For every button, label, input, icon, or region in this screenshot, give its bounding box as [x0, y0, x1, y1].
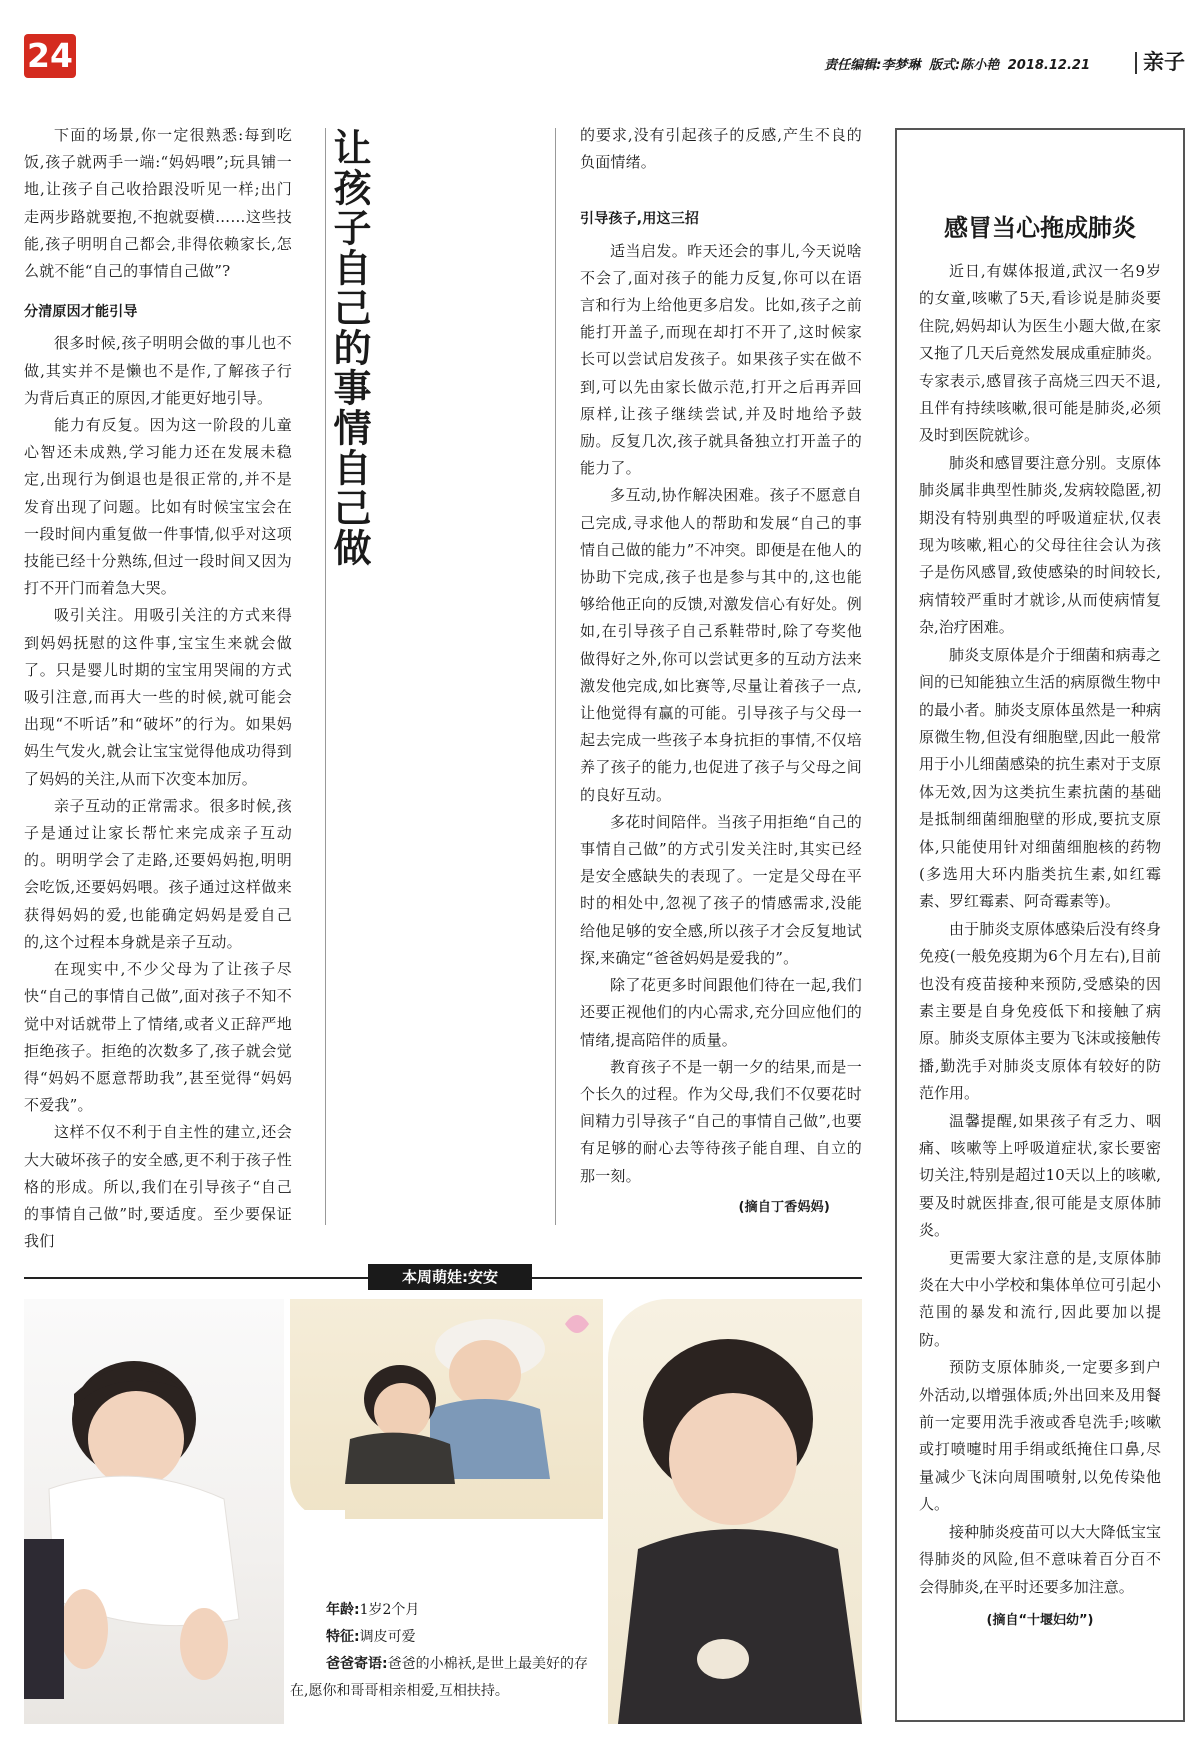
- age-line: [326, 1597, 606, 1624]
- article-paragraph: 这样不仅不利于自主性的建立,还会大大破坏孩子的安全感,更不利于孩子性格的形成。所以,我们在引导孩子“自己的事情自己做”时,要适度。至少要保证我们: [24, 1123, 292, 1251]
- article-paragraph: 很多时候,孩子明明会做的事儿也不做,其实并不是懒也不是作,了解孩子行为背后真正的原因,才能更好地引导。: [24, 334, 292, 407]
- sidebar-body: [919, 258, 1161, 1634]
- article-paragraph: 亲子互动的正常需求。很多时候,孩子是通过让家长帮忙来完成亲子互动的。明明学会了走路,还要妈妈抱,明明会吃饭,还要妈妈喂。孩子通过这样做来获得妈妈的爱,也能确定妈妈是爱自己的,这个过程本身就是亲子互动。: [24, 796, 292, 951]
- subheading-causes: 分清原因才能引导: [24, 304, 138, 321]
- article-column-2: [580, 122, 862, 1221]
- sidebar-paragraph: 由于肺炎支原体感染后没有终身免疫(一般免疫期为6个月左右),目前也没有疫苗接种来预防,受感染的因素主要是自身免疫低下和接触了病原。肺炎支原体主要为飞沫或接触传播,勤洗手对肺炎支原体有较好的防范作用。: [919, 919, 1161, 1103]
- article-paragraph: 多互动,协作解决困难。孩子不愿意自己完成,寻求他人的帮助和发展“自己的事情自己做的能力”不冲突。即便是在他人的协助下完成,孩子也是参与其中的,这也能够给他正向的反馈,对激发信心有好处。例如,在引导孩子自己系鞋带时,除了夸奖他做得好之外,你可以尝试更多的互动方法来激发他完成,如比赛等,尽量让着孩子一点,让他觉得有赢的可能。引导孩子与父母一起去完成一些孩子本身抗拒的事情,不仅培养了孩子的能力,也促进了孩子与父母之间的良好互动。: [580, 486, 862, 804]
- trait-line: [326, 1624, 606, 1651]
- message-label: 爸爸寄语:: [326, 1656, 388, 1672]
- header-separator: [1135, 52, 1137, 74]
- article-intro: 下面的场景,你一定很熟悉:每到吃饭,孩子就两手一端:“妈妈喂”;玩具铺一地,让孩子自己收拾跟没听见一样;出门走两步路就要抱,不抱就耍横……这些技能,孩子明明自己都会,非得依赖家长,怎么就不能“自己的事情自己做”?: [24, 126, 292, 281]
- article-paragraph: 教育孩子不是一朝一夕的结果,而是一个长久的过程。作为父母,我们不仅要花时间精力引导孩子“自己的事情自己做”,也要有足够的耐心去等待孩子能自理、自立的那一刻。: [580, 1057, 862, 1185]
- sidebar-paragraph: 肺炎和感冒要注意分别。支原体肺炎属非典型性肺炎,发病较隐匿,初期没有特别典型的呼吸道症状,仅表现为咳嗽,粗心的父母往往会认为孩子是伤风感冒,致使感染的时间较长,病情较严重时才就诊,从而使病情复杂,治疗困难。: [919, 453, 1161, 637]
- sidebar-paragraph: 近日,有媒体报道,武汉一名9岁的女童,咳嗽了5天,看诊说是肺炎要住院,妈妈却认为医生小题大做,在家又拖了几天后竟然发展成重症肺炎。专家表示,感冒孩子高烧三四天不退,且伴有持续咳嗽,很可能是肺炎,必须及时到医院就诊。: [919, 262, 1161, 445]
- article-title: 让孩子自己的事情自己做: [327, 128, 372, 568]
- baby-caption: [290, 1597, 606, 1705]
- trait-label: 特征:: [326, 1629, 360, 1645]
- sidebar-paragraph: 温馨提醒,如果孩子有乏力、咽痛、咳嗽等上呼吸道症状,家长要密切关注,特别是超过10天以上的咳嗽,要及时就医排查,很可能是支原体肺炎。: [919, 1111, 1161, 1240]
- article-paragraph: 多花时间陪伴。当孩子用拒绝“自己的事情自己做”的方式引发关注时,其实已经是安全感缺失的表现了。一定是父母在平时的相处中,忽视了孩子的情感需求,没能给他足够的安全感,所以孩子才会反复地试探,来确定“爸爸妈妈是爱我的”。: [580, 812, 862, 967]
- title-divider-left: [325, 128, 326, 1225]
- sidebar-title: 感冒当心拖成肺炎: [944, 213, 1136, 242]
- header-credits: [820, 54, 1090, 73]
- sidebar-paragraph: 接种肺炎疫苗可以大大降低宝宝得肺炎的风险,但不意味着百分百不会得肺炎,在平时还要多加注意。: [919, 1522, 1161, 1596]
- age-value: 1岁2个月: [359, 1602, 420, 1618]
- article-paragraph: 除了花更多时间跟他们待在一起,我们还要正视他们的内心需求,充分回应他们的情绪,提高陪伴的质量。: [580, 976, 862, 1049]
- baby-photo-crawling: [24, 1299, 284, 1724]
- message-line: [290, 1651, 606, 1705]
- baby-photo-eating: [608, 1299, 862, 1724]
- article-paragraph: 能力有反复。因为这一阶段的儿童心智还未成熟,学习能力还在发展未稳定,出现行为倒退也是很正常的,并不是发育出现了问题。比如有时候宝宝会在一段时间内重复做一件事情,似乎对这项技能已经十分熟练,但过一段时间又因为打不开门而着急大哭。: [24, 416, 292, 598]
- section-name: 亲子: [1143, 50, 1185, 74]
- trait-value: 调皮可爱: [359, 1629, 416, 1645]
- article-paragraph: 吸引关注。用吸引关注的方式来得到妈妈抚慰的这件事,宝宝生来就会做了。只是婴儿时期的宝宝用哭闹的方式吸引注意,而再大一些的时候,就可能会出现“不听话”和“破坏”的行为。如果妈妈生气发火,就会让宝宝觉得他成功得到了妈妈的关注,从而下次变本加厉。: [24, 606, 292, 788]
- editor-credit: 责任编辑:李梦琳: [824, 58, 921, 73]
- page-number: 24: [24, 34, 76, 78]
- article-paragraph: 适当启发。昨天还会的事儿,今天说啥不会了,面对孩子的能力反复,你可以在语言和行为上给他更多启发。比如,孩子之前能打开盖子,而现在却打不开了,这时候家长可以尝试启发孩子。如果孩子实在做不到,可以先由家长做示范,打开之后再弄回原样,让孩子继续尝试,并及时地给予鼓励。反复几次,孩子就具备独立打开盖子的能力了。: [580, 241, 862, 478]
- subheading-tips: 引导孩子,用这三招: [580, 211, 700, 228]
- siblings-photo: [290, 1299, 603, 1519]
- article-continuation: 的要求,没有引起孩子的反感,产生不良的负面情绪。: [580, 126, 862, 172]
- sidebar-paragraph: 肺炎支原体是介于细菌和病毒之间的已知能独立生活的病原微生物中的最小者。肺炎支原体虽然是一种病原微生物,但没有细胞壁,因此一般常用于小儿细菌感染的抗生素对于支原体无效,因为这类抗生素抗菌的基础是抵制细菌细胞壁的形成,要抗支原体,只能使用针对细菌细胞核的药物(多选用大环内脂类抗生素,如红霉素、罗红霉素、阿奇霉素等)。: [919, 645, 1161, 911]
- issue-date: 2018.12.21: [1007, 58, 1090, 73]
- photo-gap: [285, 1510, 345, 1535]
- article-source: (摘自丁香妈妈): [738, 1199, 830, 1215]
- sidebar-box: [895, 128, 1185, 1722]
- article-column-1: [24, 122, 292, 1255]
- message-value: 爸爸的小棉袄,是世上最美好的存在,愿你和哥哥相亲相爱,互相扶持。: [290, 1656, 589, 1699]
- article-title-block: [327, 128, 408, 1218]
- age-label: 年龄:: [326, 1602, 360, 1618]
- title-divider-right: [555, 128, 556, 1225]
- sidebar-source: (摘自“十堰妇幼”): [986, 1612, 1094, 1628]
- layout-credit: 版式:陈小艳: [929, 58, 1000, 73]
- baby-section-label: 本周萌娃:安安: [368, 1264, 532, 1290]
- article-paragraph: 在现实中,不少父母为了让孩子尽快“自己的事情自己做”,面对孩子不知不觉中对话就带上了情绪,或者义正辞严地拒绝孩子。拒绝的次数多了,孩子就会觉得“妈妈不愿意帮助我”,甚至觉得“妈妈不爱我”。: [24, 960, 292, 1115]
- sidebar-paragraph: 预防支原体肺炎,一定要多到户外活动,以增强体质;外出回来及用餐前一定要用洗手液或香皂洗手;咳嗽或打喷嚏时用手绢或纸掩住口鼻,尽量减少飞沫向周围喷射,以免传染他人。: [919, 1358, 1161, 1514]
- sidebar-paragraph: 更需要大家注意的是,支原体肺炎在大中小学校和集体单位可引起小范围的暴发和流行,因此要加以提防。: [919, 1248, 1161, 1349]
